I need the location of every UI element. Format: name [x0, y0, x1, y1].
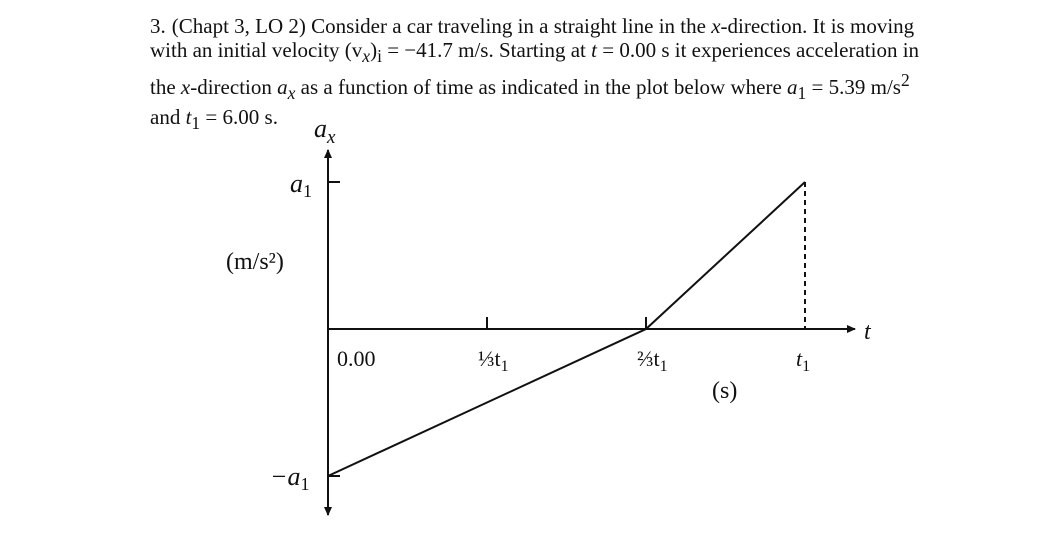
problem-text-21: 1 — [191, 113, 201, 134]
problem-text-5: ) — [370, 38, 378, 62]
y-tick-label-a1: a1 — [290, 169, 312, 201]
problem-text-13: x — [287, 83, 296, 104]
problem-text-7: = −41.7 m/s. Starting at — [381, 38, 592, 62]
problem-text-1: (Chapt 3, LO 2) Consider a car traveling in a straight line in the — [171, 14, 712, 38]
problem-text-20: t — [185, 105, 192, 130]
problem-text-11: -direction — [190, 75, 278, 100]
problem-text-16: 1 — [797, 83, 807, 104]
problem-text-3: -direction. It is moving with an initial velocity (v — [150, 14, 915, 62]
problem-number: 3. — [150, 14, 166, 38]
x-axis-symbol: t — [864, 319, 871, 345]
x-unit-label: (s) — [712, 378, 738, 404]
y-axis-symbol: $a_x$ — [314, 114, 336, 148]
problem-text-18: 2 — [900, 70, 910, 91]
x-tick-label-zero: 0.00 — [337, 346, 376, 371]
problem-text-12: a — [277, 75, 288, 100]
problem-text-22: = 6.00 s. — [200, 105, 278, 130]
problem-text-9: = 0.00 s it experiences acceleration in the — [150, 38, 920, 100]
x-tick-label-two-thirds: $\frac{2}{3}t_1$ — [637, 346, 668, 375]
problem-text-4: x — [362, 46, 371, 67]
problem-text-17: = 5.39 m/s — [806, 75, 901, 100]
problem-text-19: and — [150, 105, 186, 130]
problem-text-8: t — [591, 38, 597, 62]
y-unit-label: (m/s²) — [226, 249, 284, 275]
x-tick-label-third: $\frac{1}{3}t_1$ — [478, 346, 509, 375]
problem-text-10: x — [180, 75, 191, 100]
problem-text-15: a — [787, 75, 798, 100]
problem-text-2: x — [711, 14, 721, 38]
x-tick-label-t1: $t_1$ — [796, 346, 811, 375]
problem-text-6: i — [377, 46, 382, 67]
problem-text-14: as a function of time as indicated in the plot below where — [295, 75, 788, 100]
y-tick-label-minus-a1: −a1 — [270, 462, 310, 494]
